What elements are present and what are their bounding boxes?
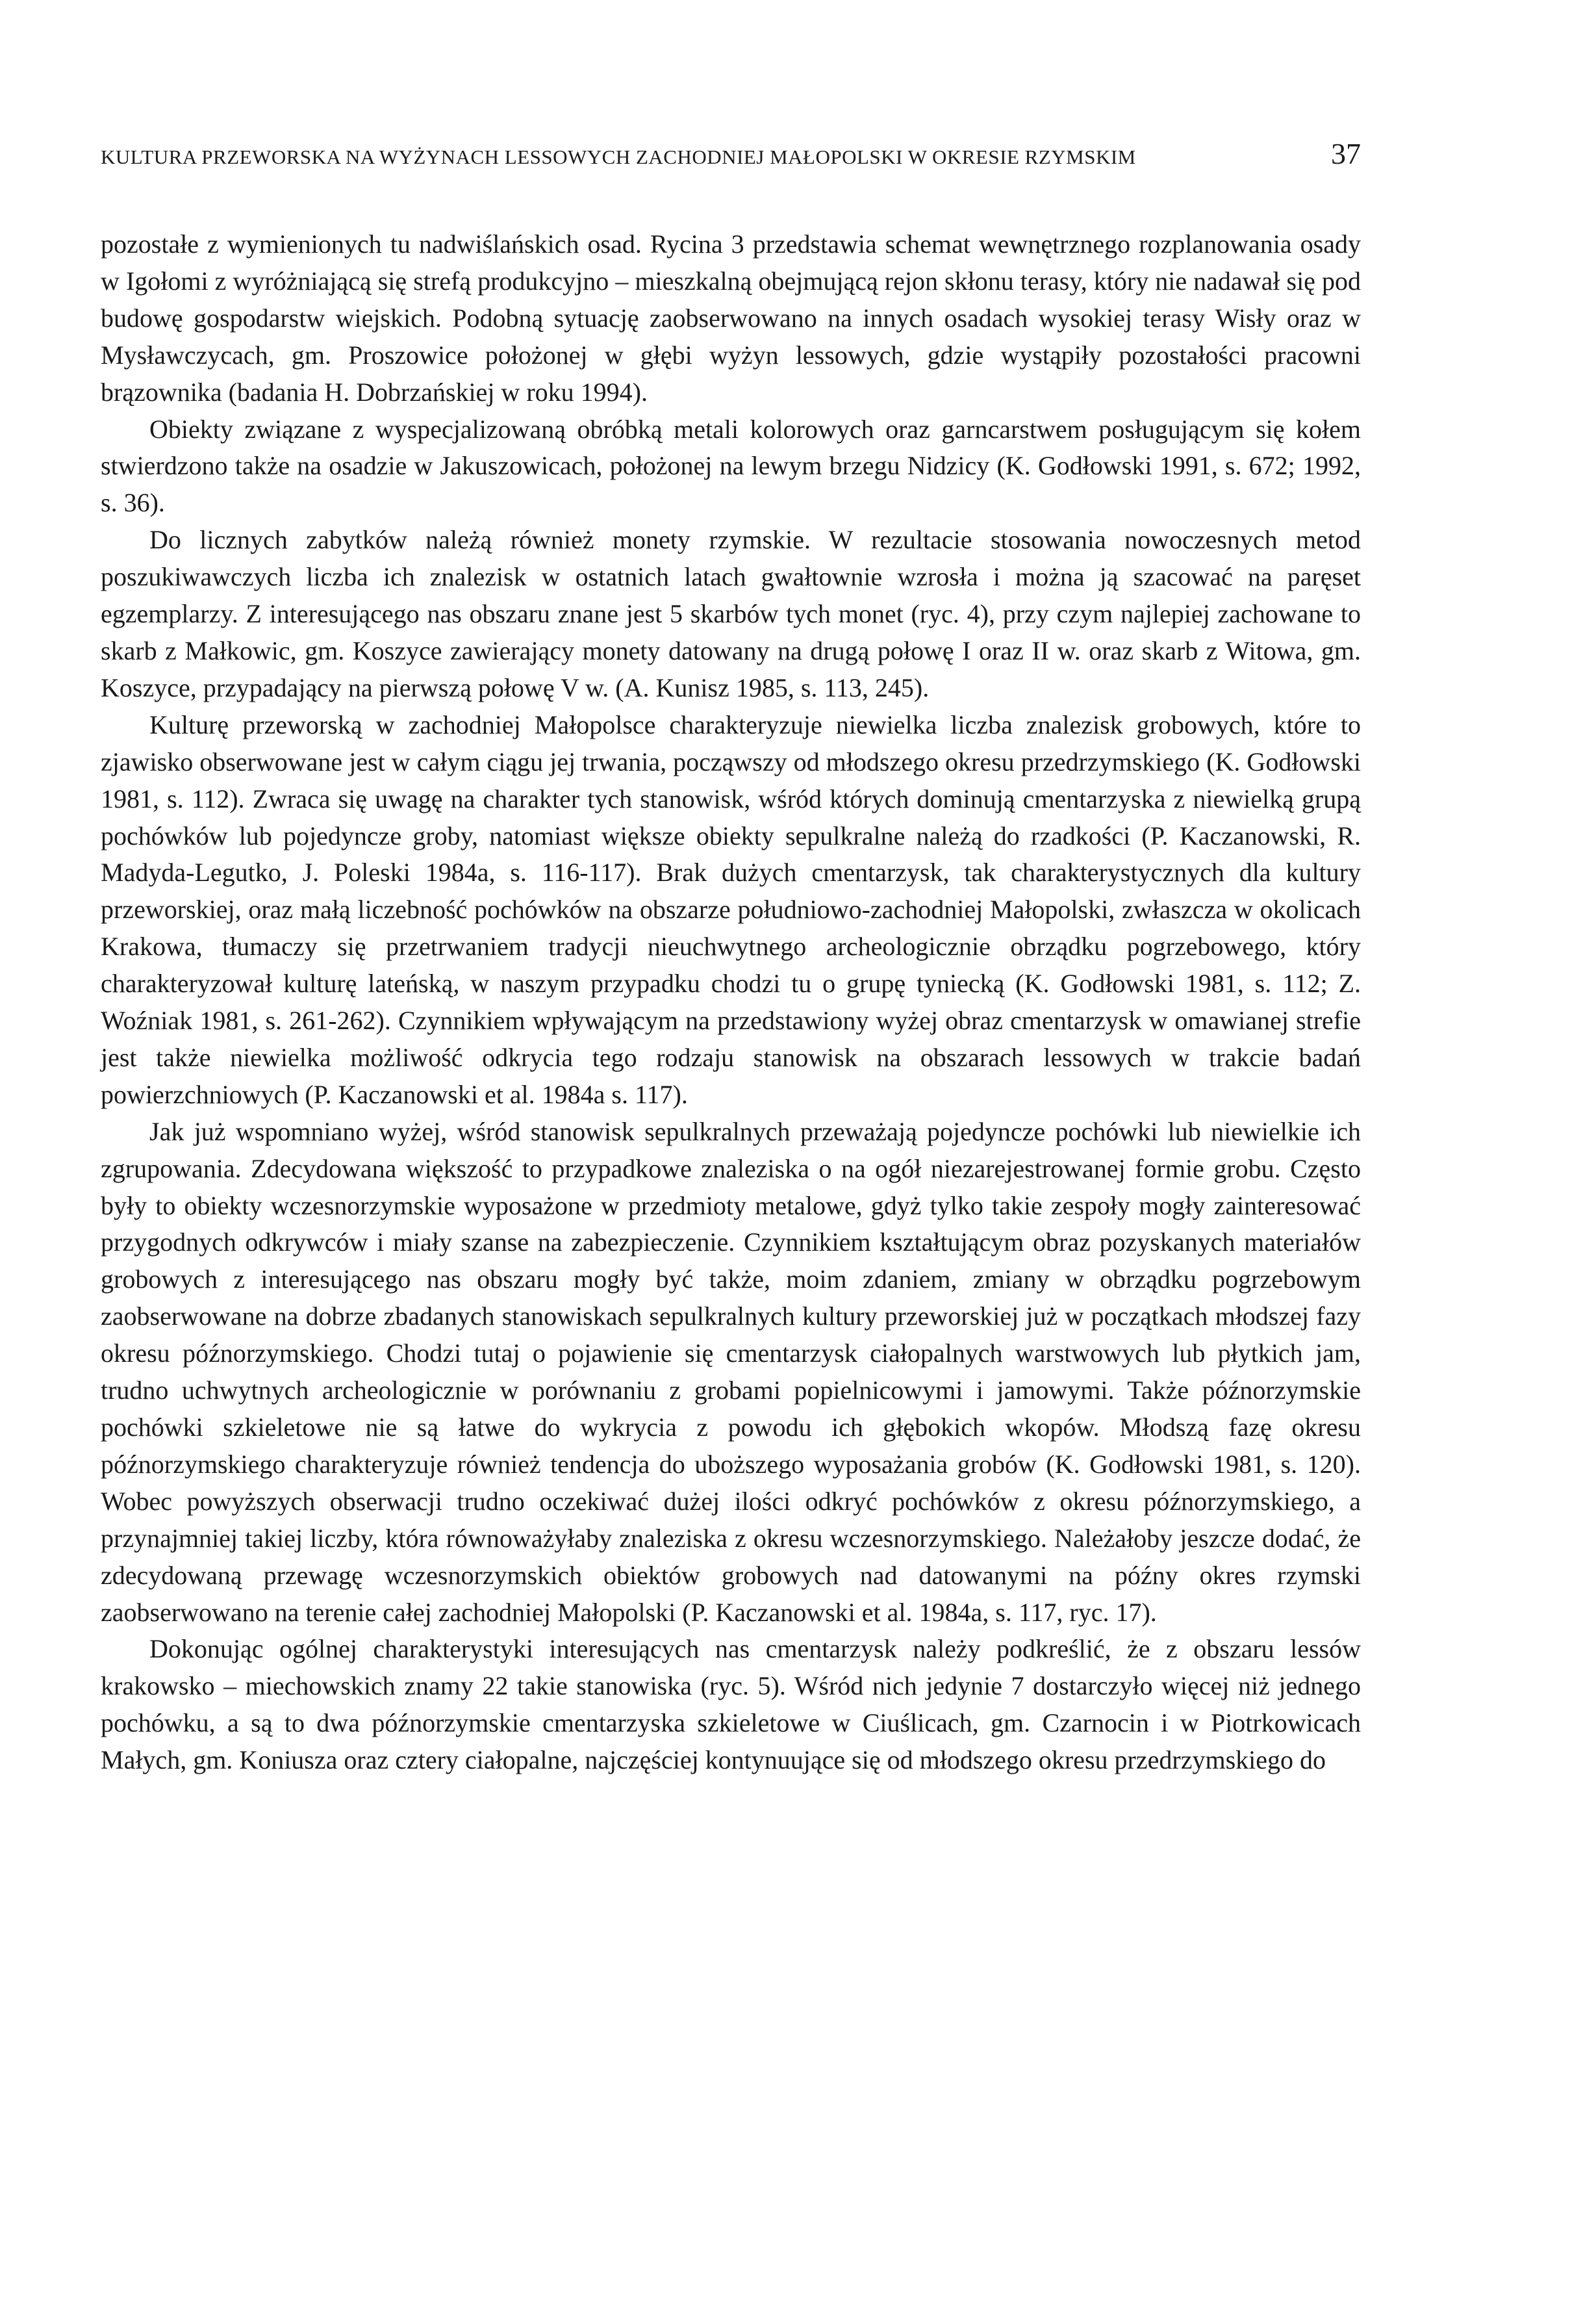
paragraph: Jak już wspomniano wyżej, wśród stanowisk sepulkralnych przeważają pojedyncze pochówki lub niewielkie ich zgrupowania. Zdecydowana większość to przypadkowe znaleziska o na ogół niezarejestrowanej formie grobu. Często były to obiekty wczesnorzymskie wyposażone w przedmioty metalowe, gdyż tylko takie zespoły mogły zainteresować przygodnych odkrywców i miały szanse na zabezpieczenie. Czynnikiem kształtującym obraz pozyskanych materiałów grobowych z interesującego nas obszaru mogły być także, moim zdaniem, zmiany w obrządku pogrzebowym zaobserwowane na dobrze zbadanych stanowiskach sepulkralnych kultury przeworskiej już w początkach młodszej fazy okresu późnorzymskiego. Chodzi tutaj o pojawienie się cmentarzysk ciałopalnych warstwowych lub płytkich jam, trudno uchwytnych archeologicznie w porównaniu z grobami popielnicowymi i jamowymi. Także późnorzymskie pochówki szkieletowe nie są łatwe do wykrycia z powodu ich głębokich wkopów. Młodszą fazę okresu późnorzymskiego charakteryzuje również tendencja do uboższego wyposażania grobów (K. Godłowski 1981, s. 120). Wobec powyższych obserwacji trudno oczekiwać dużej ilości odkryć pochówków z okresu późnorzymskiego, a przynajmniej takiej liczby, która równoważyłaby znaleziska z okresu wczesnorzymskiego. Należałoby jeszcze dodać, że zdecydowaną przewagę wczesnorzymskich obiektów grobowych nad datowanymi na późny okres rzymski zaobserwowano na terenie całej zachodniej Małopolski (P. Kaczanowski et al. 1984a, s. 117, ryc. 17).	[101, 1116, 1361, 1627]
running-title: KULTURA PRZEWORSKA NA WYŻYNACH LESSOWYCH ZACHODNIEJ MAŁOPOLSKI W OKRESIE RZYMSKIM	[101, 146, 1136, 168]
paragraph: Kulturę przeworską w zachodniej Małopolsce charakteryzuje niewielka liczba znalezisk grobowych, które to zjawisko obserwowane jest w całym ciągu jej trwania, począwszy od młodszego okresu przedrzymskiego (K. Godłowski 1981, s. 112). Zwraca się uwagę na charakter tych stanowisk, wśród których dominują cmentarzyska z niewielką grupą pochówków lub pojedyncze groby, natomiast większe obiekty sepulkralne należą do rzadkości (P. Kaczanowski, R. Madyda-Legutko, J. Poleski 1984a, s. 116-117). Brak dużych cmentarzysk, tak charakterystycznych dla kultury przeworskiej, oraz małą liczebność pochówków na obszarze południowo-zachodniej Małopolski, zwłaszcza w okolicach Krakowa, tłumaczy się przetrwaniem tradycji nieuchwytnego archeologicznie obrządku pogrzebowego, który charakteryzował kulturę lateńską, w naszym przypadku chodzi tu o grupę tyniecką (K. Godłowski 1981, s. 112; Z. Woźniak 1981, s. 261-262). Czynnikiem wpływającym na przedstawiony wyżej obraz cmentarzysk w omawianej strefie jest także niewielka możliwość odkrycia tego rodzaju stanowisk na obszarach lessowych w trakcie badań powierzchniowych (P. Kaczanowski et al. 1984a s. 117).	[101, 710, 1361, 1109]
running-head	[101, 136, 1361, 182]
body-text	[101, 226, 1361, 1779]
page-number: 37	[1331, 137, 1361, 170]
paragraph-continued: pozostałe z wymienionych tu nadwiślańskich osad. Rycina 3 przedstawia schemat wewnętrznego rozplanowania osady w Igołomi z wyróżniającą się strefą produkcyjno – mieszkalną obejmującą rejon skłonu terasy, który nie nadawał się pod budowę gospodarstw wiejskich. Podobną sytuację zaobserwowano na innych osadach wysokiej terasy Wisły oraz w Mysławczycach, gm. Proszowice położonej w głębi wyżyn lessowych, gdzie wystąpiły pozostałości pracowni brązownika (badania H. Dobrzańskiej w roku 1994).	[101, 229, 1361, 407]
paragraph: Obiekty związane z wyspecjalizowaną obróbką metali kolorowych oraz garncarstwem posługującym się kołem stwierdzono także na osadzie w Jakuszowicach, położonej na lewym brzegu Nidzicy (K. Godłowski 1991, s. 672; 1992, s. 36).	[101, 414, 1361, 518]
paragraph: Do licznych zabytków należą również monety rzymskie. W rezultacie stosowania nowoczesnych metod poszukiwawczych liczba ich znalezisk w ostatnich latach gwałtownie wzrosła i można ją szacować na paręset egzemplarzy. Z interesującego nas obszaru znane jest 5 skarbów tych monet (ryc. 4), przy czym najlepiej zachowane to skarb z Małkowic, gm. Koszyce zawierający monety datowany na drugą połowę I oraz II w. oraz skarb z Witowa, gm. Koszyce, przypadający na pierwszą połowę V w. (A. Kunisz 1985, s. 113, 245).	[101, 525, 1361, 702]
page	[101, 136, 1361, 1779]
paragraph: Dokonując ogólnej charakterystyki interesujących nas cmentarzysk należy podkreślić, że z obszaru lessów krakowsko – miechowskich znamy 22 takie stanowiska (ryc. 5). Wśród nich jedynie 7 dostarczyło więcej niż jednego pochówku, a są to dwa późnorzymskie cmentarzyska szkieletowe w Ciuślicach, gm. Czarnocin i w Piotrkowicach Małych, gm. Koniusza oraz cztery ciałopalne, najczęściej kontynuujące się od młodszego okresu przedrzymskiego do	[101, 1634, 1361, 1775]
